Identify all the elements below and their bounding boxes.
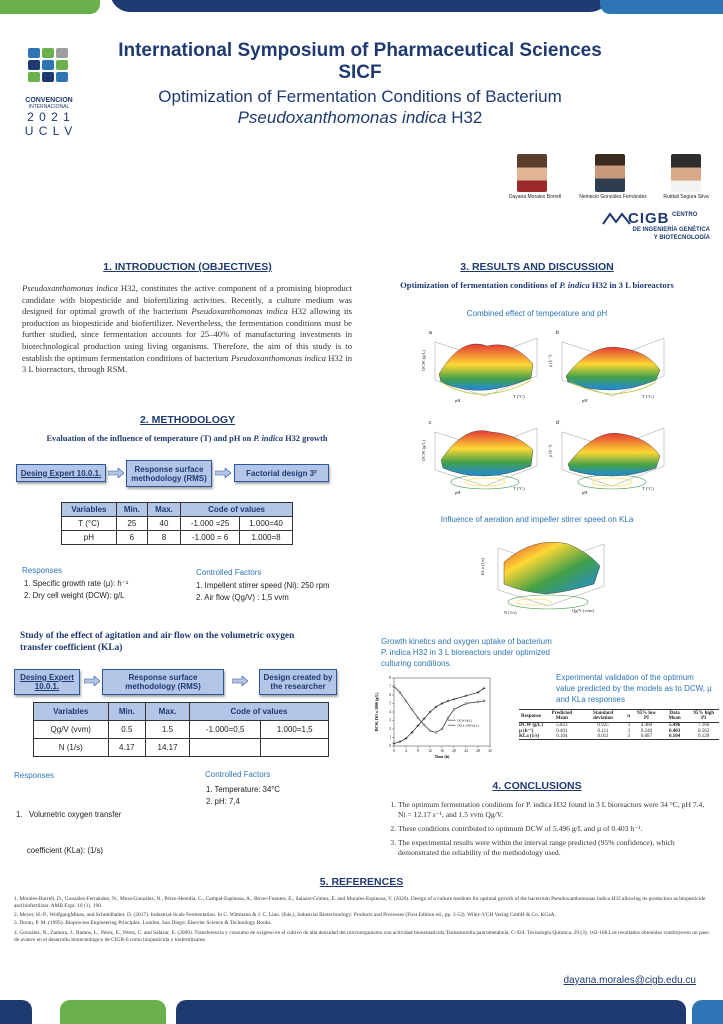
bottom-stripe-navy2 — [176, 1000, 686, 1024]
method-sub1 — [22, 434, 352, 443]
legend-label: DCW (g/L) — [457, 718, 473, 723]
t2-h-variables: Variables — [34, 703, 109, 721]
bottom-stripe-navy — [0, 1000, 32, 1024]
flow2-box-1: Desing Expert 10.0.1. — [14, 669, 80, 695]
t2-cell: 1.5 — [146, 721, 190, 739]
val-cell: 0.403 — [668, 728, 681, 734]
author-name-3: Rutdali Segura Silva — [663, 194, 709, 200]
reference-item: 4. González, N., Zamora, J., Ramos, L., Pérez, E., Pérez, C. and Salazar, E. (2009). Transferencia y consumo de oxígeno en el cultivo de alta densidad del microorganismo con actividad bionematicida Tsukamurella paurometabola, C-924. Tecnología Química. 29 (3), 162-168.Los resultados obtenidos contituyeron un paso de avance en el desarrollo biotecnológico de CIGB-6 como biopesticida y biofertilizante. — [14, 930, 709, 943]
subtitle-line1: Optimization of Fermentation Conditions of Bacterium — [158, 87, 562, 106]
data-point — [423, 724, 425, 726]
subtitle-italic: Pseudoxanthomonas indica — [237, 108, 447, 127]
x-tick-label: 8 — [417, 749, 419, 753]
svg-text:d: d — [556, 420, 559, 426]
controlled1-item: 2. Air flow (Qg/V) : 1,5 vvm — [196, 593, 289, 602]
label-temp-ph: Combined effect of temperature and pH — [466, 309, 608, 318]
t2-cell: -1.000=0,5 — [189, 721, 261, 739]
val-cell: 4.480 — [640, 723, 653, 728]
logo-line2: INTERNACIONAL — [28, 104, 70, 110]
controlled2-title: Controlled Factors — [205, 770, 271, 779]
flow2-arrow-2 — [232, 676, 248, 686]
t2-cell: 14.17 — [146, 739, 190, 757]
kinetics-chart — [372, 672, 502, 764]
t1-cell: 1.000=40 — [240, 517, 293, 531]
val-cell: µ (h⁻¹) — [519, 729, 534, 734]
val-cell: 0.240 — [640, 728, 653, 734]
cigb-line1: CENTRO — [672, 212, 698, 218]
flow1-box-3: Factorial design 3² — [234, 464, 329, 482]
title-line2: SICF — [338, 62, 382, 83]
data-point — [465, 694, 468, 697]
plot-d-ylabel: T (°C) — [642, 486, 654, 491]
plot-c-ylabel: T (°C) — [513, 486, 525, 491]
responses1-list — [24, 578, 128, 602]
surface-plot-a — [420, 324, 545, 408]
t1-h-min: Min. — [116, 503, 147, 517]
y-tick-label: 6 — [389, 693, 391, 698]
intro-text-1: H32, constitutes the active component of a promising bioproduct candidate with biopesticide and biofertilizing activities. Recently, a culture medium was designed for optimal growth of the bacterium — [22, 283, 352, 317]
data-point — [393, 742, 396, 745]
val-cell: 0.120 — [698, 734, 710, 739]
method-heading: 2. METHODOLOGY — [139, 414, 236, 426]
t2-cell: 4.17 — [108, 739, 146, 757]
x-tick-label: 28 — [476, 749, 480, 753]
subtitle-rest: H32 — [451, 108, 483, 127]
responses2-item: 1. Volumetric oxygen transfer — [16, 810, 122, 819]
intro-text-3: H32 in 3 L bioreactors, through RSM. — [22, 352, 353, 375]
cigb-line2: DE INGENIERÍA GENÉTICA — [632, 227, 710, 233]
plot-d-zlabel: µ (h⁻¹) — [547, 444, 553, 458]
method-sub2-line2: transfer coefficient (KLa) — [20, 643, 123, 653]
flow2-box-3: Design created by the researcher — [259, 669, 337, 695]
variables-table-1 — [61, 502, 293, 545]
t1-cell: pH — [62, 531, 117, 545]
y-axis-label: DCW, DO x 1000 (g/L) — [374, 692, 379, 732]
label-kinetics-line: P. indica H32 in 3 L bioreactors under optimized — [381, 648, 550, 657]
t1-cell: 6 — [116, 531, 147, 545]
t2-cell: N (1/s) — [34, 739, 109, 757]
reference-item: 1. Morales-Borrell, D., González-Fernández, N., Mora-González, N., Pérez-Heredia, C., Campal-Espinosa, A., Bover-Fuentes, E., Salazar-Gómez, E. and Morales-Espinosa, Y. (2020). Design of a culture medium for optimal growth of the bacterium Pseudoxanthomonas indica H32 allowing its production as biopesticide and biofertilizer. AMB Expr. 10 (1), 190. — [14, 896, 706, 909]
data-point — [453, 698, 456, 701]
val-cell: 0.111 — [597, 728, 609, 734]
y-tick-label: 8 — [389, 676, 391, 681]
intro-species-2: Pseudoxanthomonas indica — [191, 306, 288, 317]
t2-cell — [261, 739, 329, 757]
controlled2-list — [206, 784, 280, 808]
conclusions-list — [398, 800, 713, 858]
title-line1: International Symposium of Pharmaceutical Sciences — [118, 40, 602, 61]
t1-cell: 25 — [116, 517, 147, 531]
plot-a-ylabel: T (°C) — [513, 394, 525, 399]
label-validation — [556, 672, 716, 705]
responses2-list — [16, 785, 121, 869]
results-sub-prefix: Optimization of fermentation conditions of — [400, 280, 560, 290]
x-tick-label: 24 — [464, 749, 468, 753]
t1-h-variables: Variables — [62, 503, 117, 517]
controlled2-item: 2. pH: 7,4 — [206, 797, 240, 806]
data-point — [447, 700, 450, 703]
data-point — [405, 700, 407, 702]
x-tick-label: 16 — [440, 749, 444, 753]
method-sub1-prefix: Evaluation of the influence of temperature (T) and pH on — [46, 434, 254, 443]
cigb-line3: Y BIOTECNOLOGÍA — [653, 235, 710, 241]
intro-heading: 1. INTRODUCTION (OBJECTIVES) — [103, 261, 272, 273]
plot-b-ylabel: T (°C) — [642, 394, 654, 399]
controlled1-title: Controlled Factors — [196, 568, 262, 577]
val-h: Predicted Mean — [551, 711, 573, 721]
author-photo-2 — [595, 154, 625, 192]
author-photo-1 — [517, 154, 547, 192]
plot-e-ylabel: Qg/V (vvm) — [572, 608, 595, 613]
t1-h-code: Code of values — [181, 503, 293, 517]
t1-cell: -1.000 = 6 — [181, 531, 240, 545]
plot-e-zlabel: KLa (1/s) — [480, 557, 486, 576]
plot-c-zlabel: DCW (g/L) — [420, 440, 426, 461]
val-cell: 3 — [627, 723, 630, 728]
method-sub2-line1: Study of the effect of agitation and air flow on the volumetric oxygen — [20, 631, 295, 641]
results-sub-italic: P. indica — [559, 280, 590, 290]
author-photo-3 — [671, 154, 701, 192]
x-tick-label: 0 — [393, 749, 395, 753]
data-point — [441, 728, 443, 730]
method-sub2 — [20, 630, 355, 654]
x-tick-label: 4 — [405, 749, 407, 753]
data-point — [435, 731, 437, 733]
variables-table-2 — [33, 702, 329, 757]
val-cell: 0.104 — [556, 734, 568, 739]
top-stripe-navy — [110, 0, 610, 12]
data-point — [393, 686, 395, 688]
val-h: 95% high PI — [693, 711, 715, 721]
controlled1-item: 1. Impellent stirrer speed (Ni): 250 rpm — [196, 581, 330, 590]
flow1-arrow-1 — [108, 468, 124, 478]
responses2-title: Responses — [14, 771, 55, 780]
val-cell: KLa (1/s) — [519, 734, 540, 739]
conclusions-heading: 4. CONCLUSIONS — [492, 780, 582, 792]
data-point — [453, 708, 455, 710]
val-cell: 0.104 — [668, 734, 681, 739]
x-tick-label: 12 — [428, 749, 432, 753]
intro-species-3: Pseudoxanthomonas indica — [230, 352, 326, 363]
references-list — [14, 896, 709, 944]
surface-plot-e — [480, 530, 614, 618]
t2-cell: Qg/V (vvm) — [34, 721, 109, 739]
controlled2-item: 1. Temperature: 34°C — [206, 785, 281, 794]
t1-h-max: Max. — [147, 503, 180, 517]
logo-line4: U C L V — [24, 124, 74, 138]
val-cell: 7.166 — [698, 723, 710, 728]
flow2-arrow-1 — [84, 676, 100, 686]
label-aeration: Influence of aeration and impeller stirrer speed on KLa — [440, 515, 634, 524]
val-h: Standard deviation — [592, 711, 613, 721]
y-tick-label: 3 — [389, 718, 391, 723]
intro-text-2: H32 allowing its production as biopesticide and biofertilizer. Nevertheless, the fermentation conditions must be further studied, since fermentation accounts for 25–40% of manufacturing investments in biotechnological production using living organisms. Therefore, the aim of this study is to establish the optimum fermentation conditions of bacterium — [22, 306, 352, 363]
plot-d-xlabel: pH — [582, 490, 588, 495]
surface-plot-d — [547, 414, 672, 498]
y-tick-label: 2 — [389, 727, 391, 732]
val-cell: 3 — [627, 734, 630, 739]
method-sub1-italic: P. indica — [253, 434, 284, 443]
val-h: 95% low PI — [637, 711, 656, 721]
data-point — [483, 700, 485, 702]
val-cell: 0.011 — [597, 734, 609, 739]
val-cell: 0.087 — [640, 734, 653, 739]
t1-cell: -1.000 =25 — [181, 517, 240, 531]
data-point — [447, 717, 449, 719]
reference-item: 3. Doran, P. M. (1995). Bioprocess Engineering Principles. London, San Diego: Elsevier Science & Technology Books. — [14, 920, 272, 926]
val-h: Response — [521, 713, 542, 719]
y-tick-label: 0 — [389, 744, 391, 749]
flow1-box-1: Desing Expert 10.0.1. — [16, 464, 106, 482]
method-sub1-suffix: H32 growth — [283, 434, 328, 443]
plot-a-zlabel: DCW (g/L) — [420, 350, 426, 371]
y-tick-label: 1 — [389, 735, 391, 740]
val-h: n — [627, 713, 631, 719]
flow1-arrow-2 — [215, 468, 231, 478]
controlled1-list — [196, 580, 329, 604]
responses1-title: Responses — [22, 566, 63, 575]
val-cell: 5.823 — [556, 723, 568, 728]
plot-b-xlabel: pH — [582, 398, 588, 403]
results-sub-suffix: H32 in 3 L bioreactors — [589, 280, 674, 290]
val-cell: DCW (g/L) — [519, 723, 543, 728]
t2-cell: 1.000=1,5 — [261, 721, 329, 739]
cigb-logo — [602, 210, 712, 246]
bottom-stripe-blue — [692, 1000, 723, 1024]
t1-cell: 40 — [147, 517, 180, 531]
flow1-box-2: Response surface methodology (RMS) — [126, 460, 212, 487]
validation-table — [519, 709, 719, 740]
conclusion-item: 2. These conditions contributed to optimum DCW of 5.496 g/L and µ of 0.403 h⁻¹. — [398, 824, 713, 834]
plot-a-xlabel: pH — [455, 398, 461, 403]
svg-text:b: b — [556, 330, 559, 336]
intro-paragraph — [22, 283, 352, 376]
label-kinetics-line: Growth kinetics and oxygen uptake of bacterium — [381, 637, 552, 646]
author-name-2: Nemecio Gonzáles Fernández — [579, 194, 647, 200]
conclusion-item: 3. The experimental results were within the interval range predicted (95% confidence), which demonstrated the reliability of the methodology used. — [398, 838, 713, 858]
reference-item: 2. Meyer, H.-P., WolfgangMinas, and Schmidhalter, D. (2017). Industrial-Scale Fermentation. In C. Wittmann & J. C. Liao. (Eds.), Industrial Biotechnology: Products and Processes (First Edition ed., pp. 3-53). Wiley-VCH Verlag GmbH & Co. KGaA. — [14, 912, 556, 918]
surface-plot-c — [420, 414, 545, 498]
t1-cell: 8 — [147, 531, 180, 545]
data-point — [429, 730, 431, 732]
subtitle-line2 — [90, 107, 630, 128]
logo-line3: 2 0 2 1 — [27, 110, 71, 124]
t1-cell: T (°C) — [62, 517, 117, 531]
val-cell: 5.496 — [668, 723, 681, 728]
series-line — [394, 688, 484, 743]
val-cell: 3 — [627, 728, 630, 734]
data-point — [477, 701, 479, 703]
results-heading: 3. RESULTS AND DISCUSSION — [460, 261, 614, 273]
plot-b-zlabel: µ (h⁻¹) — [547, 354, 553, 368]
cigb-name: CIGB — [628, 210, 670, 227]
label-validation-line: value predicted by the models as to DCW, µ — [556, 684, 712, 693]
results-sub — [372, 280, 702, 290]
plot-c-xlabel: pH — [455, 490, 461, 495]
data-point — [399, 691, 401, 693]
t1-cell: 1.000=8 — [240, 531, 293, 545]
intro-species-1: Pseudoxanthomonas indica — [22, 283, 118, 293]
legend-label: DO x 1000 (g/L) — [457, 723, 479, 728]
label-kinetics-line: culturing conditions. — [381, 659, 452, 668]
val-h: Data Mean — [668, 711, 681, 721]
authors-row — [505, 154, 720, 204]
val-cell: 0.562 — [698, 728, 710, 734]
responses2-item: coefficient (KLa): (1/s) — [16, 846, 103, 855]
x-tick-label: 20 — [452, 749, 456, 753]
svg-text:c: c — [429, 420, 432, 426]
author-name-1: Dayana Morales Borrell — [508, 194, 562, 200]
t2-cell — [189, 739, 261, 757]
data-point — [417, 717, 419, 719]
x-axis-label: Time (h) — [434, 754, 450, 759]
data-point — [441, 702, 444, 705]
bottom-stripe-green — [60, 1000, 166, 1024]
label-kinetics — [381, 636, 571, 669]
top-stripe-green — [0, 0, 100, 14]
responses1-item: 1. Specific growth rate (µ): h⁻¹ — [24, 579, 129, 588]
svg-text:a: a — [429, 330, 432, 336]
plot-e-xlabel: N (1/s) — [504, 610, 517, 615]
responses1-item: 2. Dry cell weight (DCW): g/L — [24, 591, 125, 600]
y-tick-label: 7 — [389, 684, 391, 689]
y-tick-label: 4 — [389, 710, 391, 715]
label-validation-line: and KLa responses — [556, 695, 625, 704]
surface-plot-b — [547, 324, 672, 408]
label-validation-line: Experimental validation of the optimum — [556, 673, 694, 682]
data-point — [465, 703, 467, 705]
conclusion-item: 1. The optimum fermentation conditions for P. indica H32 found in 3 L bioreactors were 34 °C, pH 7.4, Ni = 12.17 s⁻¹, and 1.5 vvm Qg/V. — [398, 800, 713, 820]
val-cell: 0.401 — [556, 728, 568, 734]
data-point — [399, 740, 402, 743]
val-cell: 0.925 — [597, 723, 609, 728]
data-point — [411, 708, 413, 710]
y-tick-label: 5 — [389, 701, 391, 706]
top-stripe-blue — [600, 0, 723, 14]
logo-line1: CONVENCION — [25, 97, 73, 104]
references-heading: 5. REFERENCES — [319, 876, 404, 888]
flow2-box-2: Response surface methodology (RMS) — [102, 669, 224, 695]
t2-h-max: Max. — [146, 703, 190, 721]
contact-email[interactable]: dayana.morales@cigb.edu.cu — [563, 975, 696, 986]
x-tick-label: 32 — [488, 749, 492, 753]
convention-logo — [24, 44, 80, 136]
poster-header — [90, 40, 630, 128]
t2-h-code: Code of values — [189, 703, 328, 721]
t2-cell: 0.5 — [108, 721, 146, 739]
t2-h-min: Min. — [108, 703, 146, 721]
